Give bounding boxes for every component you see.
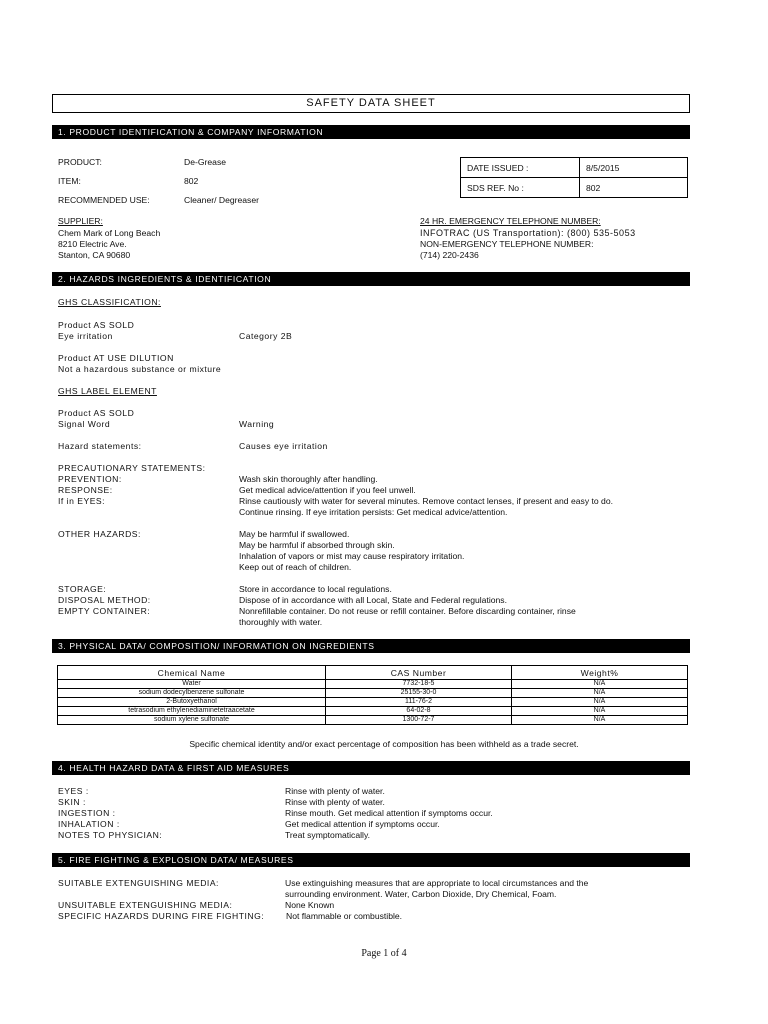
product-value: De-Grease	[184, 157, 227, 167]
emergency-line: (714) 220-2436	[420, 250, 479, 260]
eye-irritation-category: Category 2B	[239, 331, 293, 341]
sds-ref-value: 802	[580, 178, 688, 198]
weight-percent: N/A	[512, 680, 688, 689]
storage-label: STORAGE:	[58, 584, 107, 594]
empty-container-label: EMPTY CONTAINER:	[58, 606, 151, 616]
page-number: Page 1 of 4	[361, 948, 407, 959]
other-hazards-line: Keep out of reach of children.	[239, 562, 352, 572]
inhalation-label: INHALATION :	[58, 819, 120, 829]
eyes-label: EYES :	[58, 786, 89, 796]
table-row	[58, 698, 688, 707]
if-in-eyes-value: Continue rinsing. If eye irritation persists: Get medical advice/attention.	[239, 507, 508, 517]
cas-number: 1300-72-7	[326, 716, 512, 725]
specific-hazards-value: Not flammable or combustible.	[286, 911, 403, 921]
skin-label: SKIN :	[58, 797, 86, 807]
section-5-header: 5. FIRE FIGHTING & EXPLOSION DATA/ MEASURES	[52, 853, 690, 867]
cas-number: 7732-18-5	[326, 680, 512, 689]
column-header: CAS Number	[326, 666, 512, 680]
item-value: 802	[184, 176, 199, 186]
eyes-value: Rinse with plenty of water.	[285, 786, 385, 796]
cas-number: 25155-30-0	[326, 689, 512, 698]
weight-percent: N/A	[512, 707, 688, 716]
suitable-media-value: Use extinguishing measures that are appropriate to local circumstances and the	[285, 878, 589, 888]
chemical-name: sodium dodecylbenzene sulfonate	[58, 689, 326, 698]
supplier-line: Stanton, CA 90680	[58, 250, 131, 260]
signal-word-label: Signal Word	[58, 419, 111, 429]
emergency-line: NON-EMERGENCY TELEPHONE NUMBER:	[420, 239, 594, 249]
empty-container-value: Nonrefillable container. Do not reuse or refill container. Before discarding container, rinse	[239, 606, 576, 616]
date-sds-table	[460, 157, 688, 198]
item-label: ITEM:	[58, 176, 81, 186]
emergency-phone-label: 24 HR. EMERGENCY TELEPHONE NUMBER:	[420, 216, 601, 226]
date-issued-value: 8/5/2015	[580, 158, 688, 178]
sds-ref-label: SDS REF. No :	[461, 178, 580, 198]
other-hazards-line: May be harmful if absorbed through skin.	[239, 540, 395, 550]
weight-percent: N/A	[512, 698, 688, 707]
signal-word-value: Warning	[239, 419, 275, 429]
emergency-line: INFOTRAC (US Transportation): (800) 535-5053	[420, 228, 636, 238]
notes-to-physician-label: NOTES TO PHYSICIAN:	[58, 830, 163, 840]
chemical-name: Water	[58, 680, 326, 689]
inhalation-value: Get medical attention if symptoms occur.	[285, 819, 440, 829]
suitable-media-value: surrounding environment. Water, Carbon Dioxide, Dry Chemical, Foam.	[285, 889, 557, 899]
table-row	[58, 716, 688, 725]
product-at-use-dilution: Product AT USE DILUTION	[58, 353, 174, 363]
response-label: RESPONSE:	[58, 485, 113, 495]
ghs-label-element-heading: GHS LABEL ELEMENT	[58, 386, 157, 396]
other-hazards-line: May be harmful if swallowed.	[239, 529, 350, 539]
document-title: SAFETY DATA SHEET	[52, 94, 690, 113]
chemical-name: tetrasodium ethylenediaminetetraacetate	[58, 707, 326, 716]
empty-container-value: thoroughly with water.	[239, 617, 323, 627]
prevention-value: Wash skin thoroughly after handling.	[239, 474, 378, 484]
precautionary-heading: PRECAUTIONARY STATEMENTS:	[58, 463, 206, 473]
date-issued-label: DATE ISSUED :	[461, 158, 580, 178]
other-hazards-label: OTHER HAZARDS:	[58, 529, 141, 539]
chemical-name: 2-Butoxyethanol	[58, 698, 326, 707]
table-row	[58, 689, 688, 698]
specific-hazards-label: SPECIFIC HAZARDS DURING FIRE FIGHTING:	[58, 911, 265, 921]
response-value: Get medical advice/attention if you feel unwell.	[239, 485, 416, 495]
disposal-method-label: DISPOSAL METHOD:	[58, 595, 151, 605]
ingestion-value: Rinse mouth. Get medical attention if symptoms occur.	[285, 808, 493, 818]
product-as-sold: Product AS SOLD	[58, 408, 135, 418]
supplier-line: Chem Mark of Long Beach	[58, 228, 161, 238]
column-header: Chemical Name	[58, 666, 326, 680]
notes-to-physician-value: Treat symptomatically.	[285, 830, 371, 840]
recommended-use-label: RECOMMENDED USE:	[58, 195, 150, 205]
skin-value: Rinse with plenty of water.	[285, 797, 385, 807]
table-row	[58, 707, 688, 716]
column-header: Weight%	[512, 666, 688, 680]
other-hazards-line: Inhalation of vapors or mist may cause respiratory irritation.	[239, 551, 465, 561]
weight-percent: N/A	[512, 689, 688, 698]
supplier-line: 8210 Electric Ave.	[58, 239, 127, 249]
table-header-row	[58, 666, 688, 680]
ingredients-table	[57, 665, 688, 725]
suitable-media-label: SUITABLE EXTENGUISHING MEDIA:	[58, 878, 219, 888]
disposal-method-value: Dispose of in accordance with all Local, State and Federal regulations.	[239, 595, 507, 605]
product-label: PRODUCT:	[58, 157, 102, 167]
section-1-header: 1. PRODUCT IDENTIFICATION & COMPANY INFORMATION	[52, 125, 690, 139]
section-2-header: 2. HAZARDS INGREDIENTS & IDENTIFICATION	[52, 272, 690, 286]
eye-irritation-label: Eye irritation	[58, 331, 113, 341]
ingestion-label: INGESTION :	[58, 808, 116, 818]
unsuitable-media-label: UNSUITABLE EXTENGUISHING MEDIA:	[58, 900, 233, 910]
if-in-eyes-value: Rinse cautiously with water for several minutes. Remove contact lenses, if present and easy to do.	[239, 496, 614, 506]
recommended-use-value: Cleaner/ Degreaser	[184, 195, 259, 205]
cas-number: 111-76-2	[326, 698, 512, 707]
hazard-statements-value: Causes eye irritation	[239, 441, 328, 451]
not-hazardous-text: Not a hazardous substance or mixture	[58, 364, 222, 374]
hazard-statements-label: Hazard statements:	[58, 441, 142, 451]
section-3-header: 3. PHYSICAL DATA/ COMPOSITION/ INFORMATION ON INGREDIENTS	[52, 639, 690, 653]
unsuitable-media-value: None Known	[285, 900, 335, 910]
weight-percent: N/A	[512, 716, 688, 725]
supplier-label: SUPPLIER:	[58, 216, 103, 226]
section-4-header: 4. HEALTH HAZARD DATA & FIRST AID MEASURES	[52, 761, 690, 775]
product-as-sold: Product AS SOLD	[58, 320, 135, 330]
trade-secret-note: Specific chemical identity and/or exact percentage of composition has been withheld as a trade secret.	[189, 739, 579, 749]
prevention-label: PREVENTION:	[58, 474, 122, 484]
chemical-name: sodium xylene sulfonate	[58, 716, 326, 725]
if-in-eyes-label: If in EYES:	[58, 496, 106, 506]
cas-number: 64-02-8	[326, 707, 512, 716]
ghs-classification-heading: GHS CLASSIFICATION:	[58, 297, 161, 307]
storage-value: Store in accordance to local regulations.	[239, 584, 392, 594]
table-row	[58, 680, 688, 689]
